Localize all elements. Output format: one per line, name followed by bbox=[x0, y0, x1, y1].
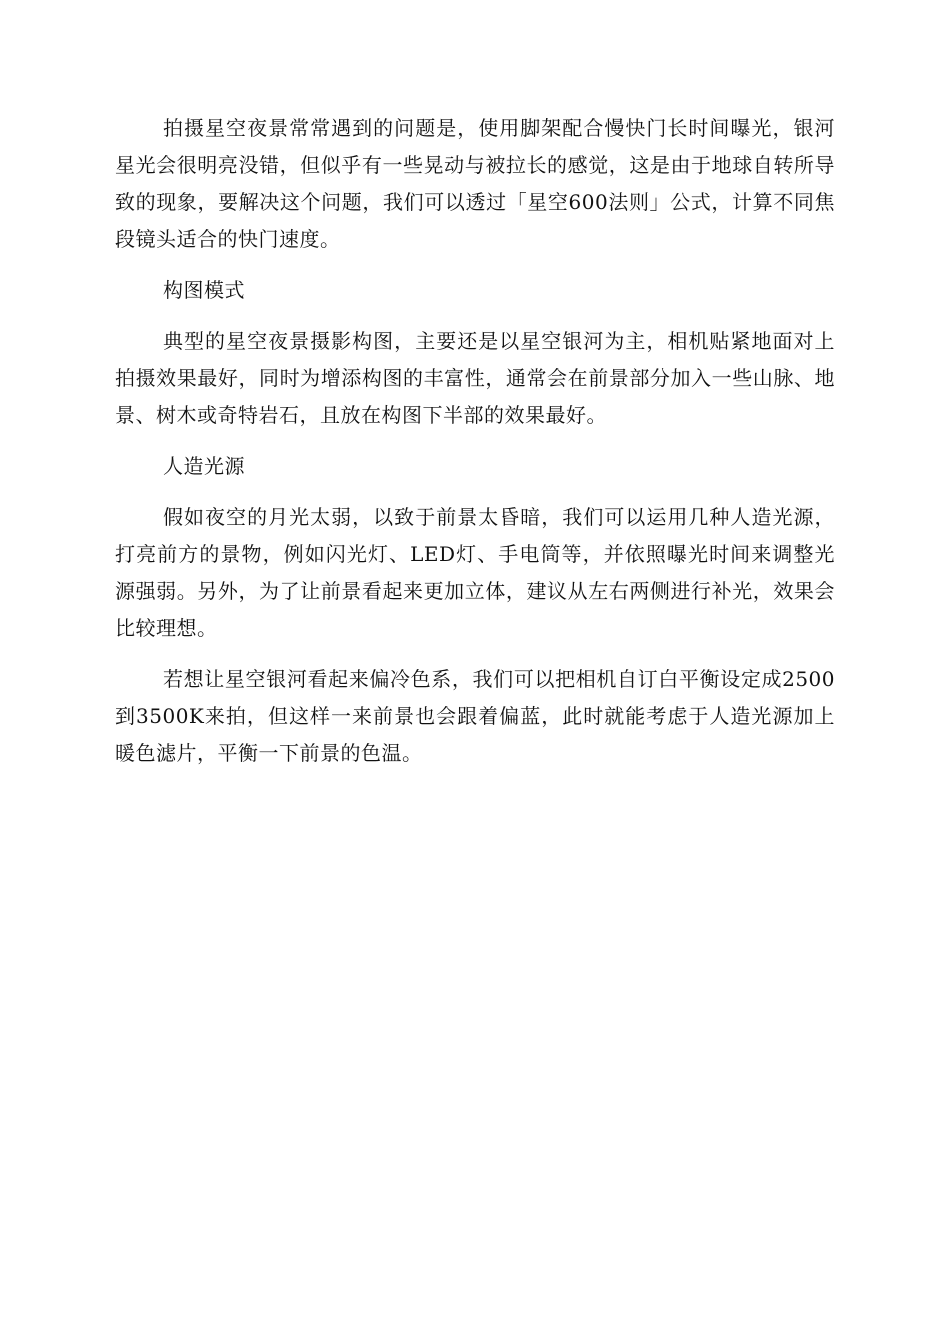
section-heading-artificial-light: 人造光源 bbox=[163, 454, 245, 478]
document-body bbox=[115, 110, 835, 786]
paragraph-artificial-light: 假如夜空的月光太弱，以致于前景太昏暗，我们可以运用几种人造光源，打亮前方的景物，例如闪光灯、LED灯、手电筒等，并依照曝光时间来调整光源强弱。另外，为了让前景看起来更加立体，建议从左右两侧进行补光，效果会比较理想。 bbox=[115, 505, 835, 640]
paragraph-star-trail-problem: 拍摄星空夜景常常遇到的问题是，使用脚架配合慢快门长时间曝光，银河星光会很明亮没错，但似乎有一些晃动与被拉长的感觉，这是由于地球自转所导致的现象，要解决这个问题，我们可以透过「星空600法则」公式，计算不同焦段镜头适合的快门速度。 bbox=[115, 116, 835, 251]
paragraph-white-balance: 若想让星空银河看起来偏冷色系，我们可以把相机自订白平衡设定成2500到3500K来拍，但这样一来前景也会跟着偏蓝，此时就能考虑于人造光源加上暖色滤片，平衡一下前景的色温。 bbox=[115, 667, 835, 765]
paragraph-composition: 典型的星空夜景摄影构图，主要还是以星空银河为主，相机贴紧地面对上拍摄效果最好，同时为增添构图的丰富性，通常会在前景部分加入一些山脉、地景、树木或奇特岩石，且放在构图下半部的效果最好。 bbox=[115, 329, 835, 427]
section-heading-composition: 构图模式 bbox=[163, 278, 245, 302]
